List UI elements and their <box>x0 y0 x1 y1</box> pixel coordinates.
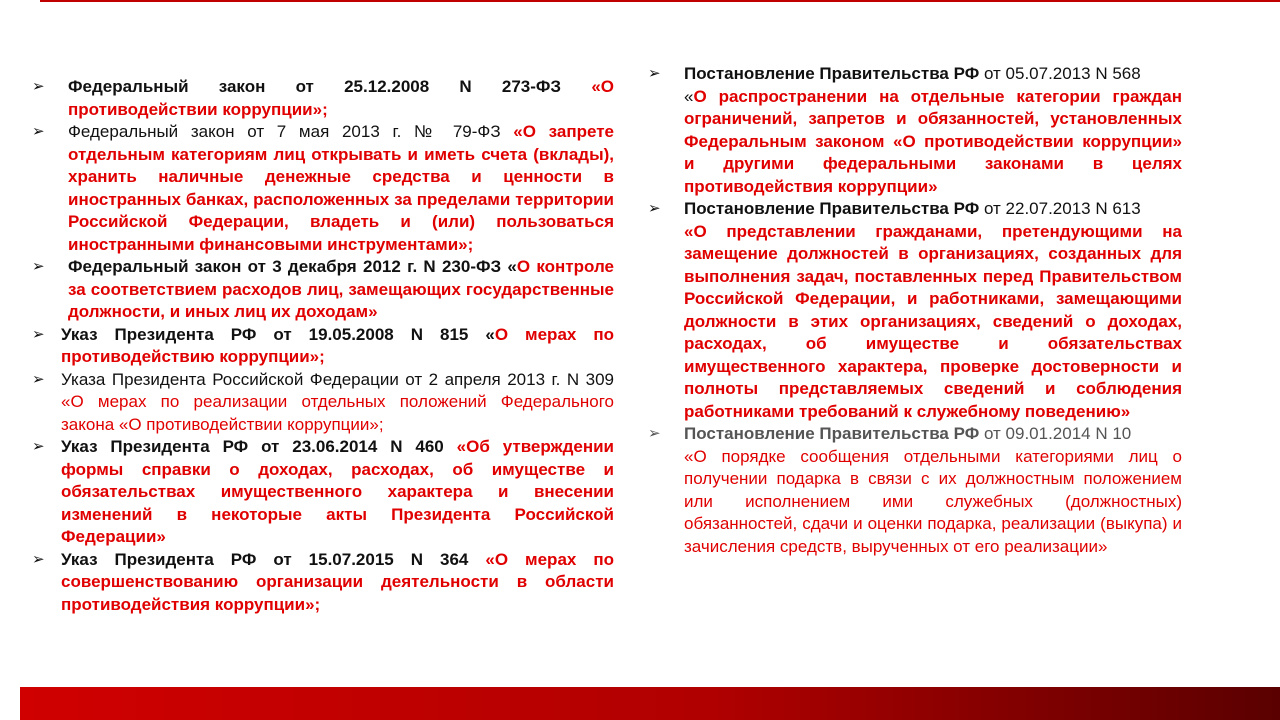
arrow-bullet-icon: ➢ <box>648 425 661 442</box>
list-item <box>32 121 614 256</box>
footer-band <box>20 687 1280 720</box>
law-title: «О запрете отдельным категориям лиц открывать и иметь счета (вклады), хранить наличные денежные средства и ценности в иностранных банках, расположенных за пределами территории Российской Федерации, владеть и (или) пользоваться иностранными финансовыми инструментами»; <box>68 122 614 254</box>
resolution-reference: Постановление Правительства РФ <box>684 199 980 218</box>
top-accent-rule <box>40 0 1280 2</box>
arrow-bullet-icon: ➢ <box>32 550 45 568</box>
resolution-reference: Постановление Правительства РФ <box>684 64 980 83</box>
resolution-reference: Постановление Правительства РФ <box>684 424 980 443</box>
resolution-title: «О представлении гражданами, претендующими на замещение должностей в организациях, созданных для выполнения задач, поставленных перед Правительством Российской Федерации, и работниками, замещающими должности в этих организациях, сведений о доходах, расходах, об имуществе и обязательствах имущественного характера, проверке достоверности и полноты представляемых сведений и соблюдения работниками требований к служебному поведению» <box>684 221 1182 421</box>
arrow-bullet-icon: ➢ <box>32 370 45 388</box>
decree-reference: Указ Президента РФ от 19.05.2008 N 815 « <box>61 324 495 344</box>
list-item <box>32 76 614 121</box>
law-title: О контроле за соответствием расходов лиц, замещающих государственные должности, и иных лиц их доходам» <box>68 257 614 321</box>
arrow-bullet-icon: ➢ <box>648 65 661 82</box>
arrow-bullet-icon: ➢ <box>32 78 45 95</box>
resolution-date-number: от 22.07.2013 N 613 <box>979 199 1141 218</box>
law-title: «О противодействии коррупции»; <box>68 77 614 119</box>
resolution-title: «О порядке сообщения отдельными категориями лиц о получении подарка в связи с их должностным положением или исполнением ими служебных (должностных) обязанностей, сдачи и оценки подарка, реализации (выкупа) и зачисления средств, вырученных от его реализации» <box>684 446 1182 556</box>
decree-reference: Указа Президента Российской Федерации от 2 апреля 2013 г. N 309 <box>61 369 614 389</box>
decree-reference: Указ Президента РФ от 15.07.2015 N 364 <box>61 549 486 569</box>
decree-title: «О мерах по реализации отдельных положений Федерального закона «О противодействии коррупции»; <box>61 392 614 434</box>
decree-title: «Об утверждении формы справки о доходах, расходах, об имуществе и обязательствах имущественного характера и внесении изменений в некоторые акты Президента Российской Федерации» <box>61 437 615 546</box>
right-column <box>648 63 1182 558</box>
arrow-bullet-icon: ➢ <box>32 258 45 275</box>
arrow-bullet-icon: ➢ <box>32 325 45 343</box>
list-item <box>32 256 614 324</box>
list-item <box>648 63 1182 198</box>
arrow-bullet-icon: ➢ <box>32 123 45 140</box>
list-item <box>32 549 614 617</box>
list-item <box>32 324 614 369</box>
list-item <box>648 423 1182 558</box>
arrow-bullet-icon: ➢ <box>648 200 661 217</box>
decree-reference: Указ Президента РФ от 23.06.2014 N 460 <box>61 437 457 456</box>
law-reference: Федеральный закон от 3 декабря 2012 г. N 230-ФЗ « <box>68 257 517 276</box>
list-item <box>32 436 614 549</box>
resolution-date-number: от 09.01.2014 N 10 <box>979 424 1132 443</box>
law-reference: Федеральный закон от 7 мая 2013 г. № 79-ФЗ <box>68 122 514 141</box>
arrow-bullet-icon: ➢ <box>32 438 45 455</box>
resolution-date-number: от 05.07.2013 N 568 <box>979 64 1141 83</box>
decree-title: «О мерах по совершенствованию организации деятельности в области противодействия коррупции»; <box>61 549 614 614</box>
law-reference: Федеральный закон от 25.12.2008 N 273-ФЗ <box>68 77 592 96</box>
left-column <box>32 76 614 616</box>
title-open-quote: « <box>684 86 694 106</box>
decree-title: О мерах по противодействию коррупции»; <box>61 324 614 366</box>
list-item <box>648 198 1182 423</box>
resolution-title: О распространении на отдельные категории граждан ограничений, запретов и обязанностей, установленных Федеральным законом «О противодействии коррупции» и другими федеральными законами в целях противодействия коррупции» <box>684 86 1182 196</box>
list-item <box>32 369 614 437</box>
